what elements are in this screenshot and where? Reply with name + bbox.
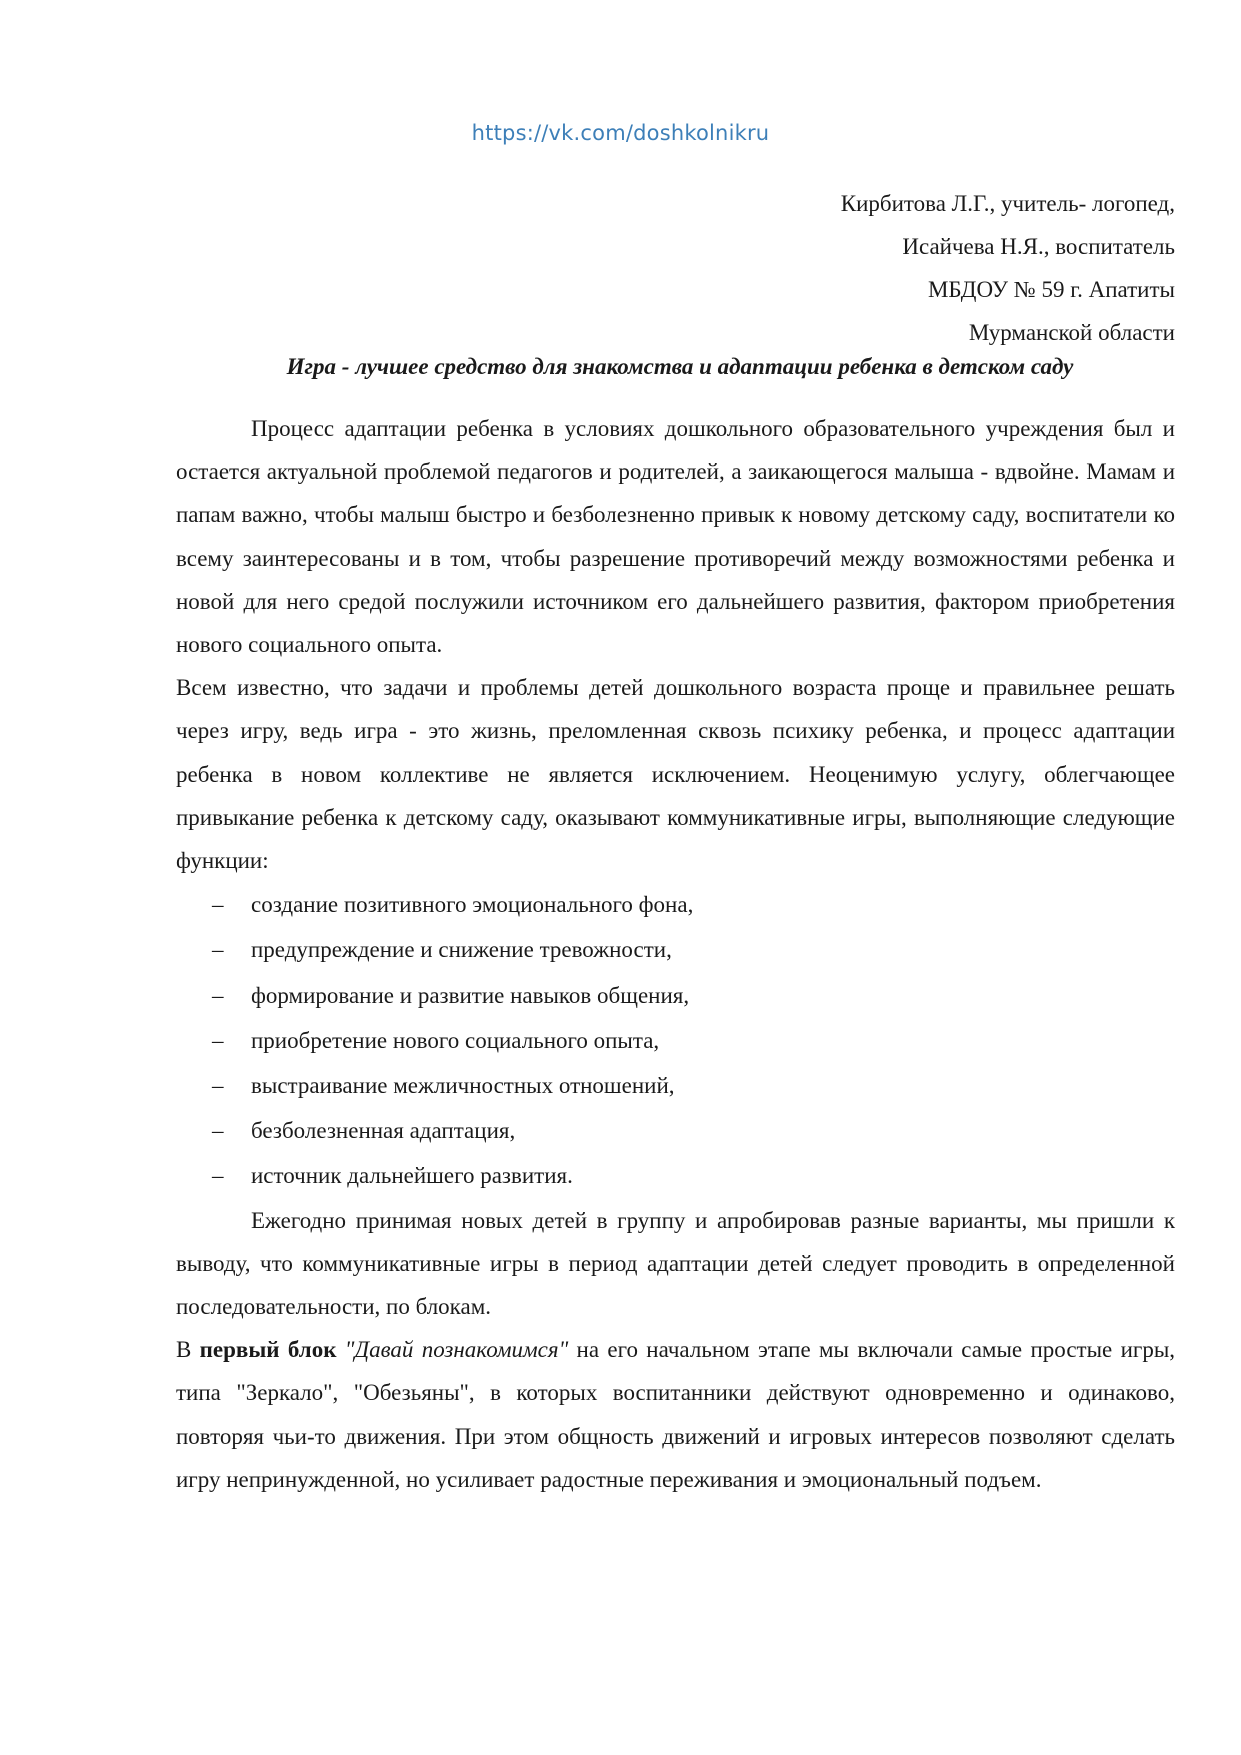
list-item: – формирование и развитие навыков общения, — [176, 973, 1175, 1018]
authors-block — [841, 182, 1175, 354]
list-item: – предупреждение и снижение тревожности, — [176, 927, 1175, 972]
paragraph-first-block: В первый блок "Давай познакомимся" на его начальном этапе мы включали самые простые игры, типа "Зеркало", "Обезьяны", в которых воспитанники действуют одновременно и одинаково, повторяя чьи-то движения. При этом общность движений и игровых интересов позволяют сделать игру непринужденной, но усиливает радостные переживания и эмоциональный подъем. — [176, 1337, 1176, 1492]
first-block-label: первый блок — [199, 1337, 337, 1363]
author-line-2: Исайчева Н.Я., воспитатель — [902, 234, 1175, 259]
list-item: – создание позитивного эмоционального фона, — [176, 882, 1175, 927]
paragraph-intro: Процесс адаптации ребенка в условиях дошкольного образовательного учреждения был и остается актуальной проблемой педагогов и родителей, а заикающегося малыша - вдвойне. Мамам и папам важно, чтобы малыш быстро и безболезненно привык к новому детскому саду, воспитатели ко всему заинтересованы и в том, чтобы разрешение противоречий между возможностями ребенка и новой для него средой послужили источником его дальнейшего развития, фактором приобретения нового социального опыта. — [176, 416, 1175, 658]
list-item: – безболезненная адаптация, — [176, 1108, 1175, 1153]
list-item: – приобретение нового социального опыта, — [176, 1018, 1175, 1063]
paragraph-games: Всем известно, что задачи и проблемы детей дошкольного возраста проще и правильнее решать через игру, ведь игра - это жизнь, преломленная сквозь психику ребенка, и процесс адаптации ребенка в новом коллективе не является исключением. Неоценимую услугу, облегчающее привыкание ребенка к детскому саду, оказывают коммуникативные игры, выполняющие следующие функции: — [176, 675, 1175, 874]
list-dash: – — [212, 1073, 224, 1099]
author-line-3: МБДОУ № 59 г. Апатиты — [927, 277, 1175, 302]
functions-list — [176, 882, 1175, 1198]
source-link[interactable]: https://vk.com/doshkolnikru — [471, 121, 770, 145]
first-block-game-title: "Давай познакомимся" — [344, 1337, 569, 1363]
author-line-1: Кирбитова Л.Г., учитель- логопед, — [840, 191, 1175, 216]
paragraph-blocks: Ежегодно принимая новых детей в группу и апробировав разные варианты, мы пришли к выводу, что коммуникативные игры в период адаптации детей следует проводить в определенной последовательности, по блокам. — [176, 1207, 1175, 1320]
document-title: Игра - лучшее средство для знакомства и адаптации ребенка в детском саду — [286, 354, 1074, 379]
author-line-4: Мурманской области — [968, 320, 1175, 345]
list-dash: – — [212, 982, 224, 1008]
document-body — [176, 407, 1175, 1501]
list-dash: – — [212, 937, 224, 963]
list-dash: – — [212, 1163, 224, 1189]
list-dash: – — [212, 1118, 224, 1144]
list-item: – выстраивание межличностных отношений, — [176, 1063, 1175, 1108]
list-dash: – — [212, 892, 224, 918]
list-item: – источник дальнейшего развития. — [176, 1153, 1175, 1198]
list-dash: – — [212, 1027, 224, 1053]
